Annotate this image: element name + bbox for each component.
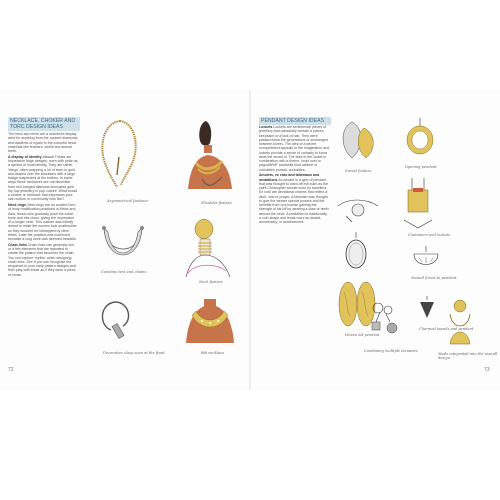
caption-multiple: Combining multiple elements [364,349,418,353]
container-lockets-illustration [396,176,440,232]
integrated-pendant-illustration [440,296,480,348]
caption-shoulder: Shoulder feature [201,201,232,205]
neck-rings-illustration [182,215,238,279]
left-paragraph-1 [8,155,78,202]
right-paragraph-2-label: Amulets, ex voto and talismans and medallions [259,173,320,182]
right-page-number: 73 [484,367,490,373]
right-body-text [259,125,329,226]
right-paragraph-2 [259,173,329,224]
caption-bib: Bib necklace [201,351,225,355]
left-paragraph-2-text: Neck rings are an ancient form of body modification practised in Africa and Asia; these coils gradually push the collar bone and ribs down, giving the impression of a longer neck. This custom was initially meant to make the women look unattractive so they wouldn't be kidnapped by other tribes. Later the practice was continued because a long neck was deemed beautiful. [8,203,78,241]
left-intro: The neck and chest are a wonderful display area for anything from the opulent diamonds and diadems of royals to the colourful bead materials like feathers, shells and animal teeth. [8,132,78,153]
multiple-elements-illustration [364,298,404,344]
caption-cast-forms: Nested forms to pendant [411,276,457,280]
right-paragraph-1-label: Lockets [259,125,273,129]
right-paragraph-1-text: Lockets are sentimental pieces of jewellery that classically contain a picture, keepsake or a lock of hair. They were passed down the generations or exchanged between lovers. The idea of a secret compartment appeals to the imagination and lockets provide a sense of curiosity to know what the secret is. The idea of the locket in combination with a theme, head over to pagodWWF worldwild kind cabinet of curiosities portrait, curiosities. [259,125,329,172]
cast-forms-illustration [408,244,444,274]
right-paragraph-2-text: An amulet is a type of pendant that was thought to ward off evil such as the saint Christopher amulet worn by travellers. Ex voto are devotional charms that reflect a wish, vow or prayer. A talisman was thought to give the wearer special powers and the benefits from of a human gaining the strength of his kill by wearing a claw or teeth around the neck. A medallion is traditionally a coin shape and lends more an award, anniversary, or achievement. [259,177,329,224]
clasp-necklace-illustration [95,296,141,346]
caption-charms: Charmed tassels and pendant [419,327,474,331]
swivel-pendant-illustration [338,118,380,166]
caption-neck: Neck feature [199,280,223,284]
left-paragraph-1-text: Massai Tribals are impressive large designs, worn with pride as a symbol of local identity. They are rather 'things' often wrapping a lot of even in gold and draped over the shoulders with a large badge suspended at the bottom. In some ways these necklaces are not dissimilar from rich-hanged diamond-encrusted gold hip hop jewellery in pop culture. What would a choker or necklace that expresses your own culture or community look like? [8,154,78,202]
oval-locket-illustration [336,230,376,278]
left-paragraph-1-label: A display of identity [8,154,42,159]
caption-containers: Containers and lockets [408,233,450,237]
caption-gesture: Made integrated into the overall design [438,352,498,360]
left-page-number: 72 [8,367,14,373]
caption-asymmetrical: Asymmetrical fastener [107,199,149,203]
left-paragraph-2 [8,203,78,241]
left-paragraph-3-text: Chain links can generally one or a few elements that are repeated to create the pattern that becomes the chain. You can explore 'mythic' when designing chain links. See if you can recognise the sequence in your early pattern designs and then play with these as if they were a piece of music. [8,242,76,277]
book-gutter [249,90,251,390]
caption-swivel: Swivel feature [345,169,372,173]
caption-decorative-clasp: Decorative clasp seen at the front [103,351,165,355]
caption-combine: Combine text and chains [101,270,147,274]
right-paragraph-1 [259,125,329,172]
right-section-title: PENDANT DESIGN IDEAS [259,117,331,125]
left-body-text [8,132,78,278]
spinner-pendant-illustration [334,186,382,226]
shoulder-necklace-illustration [182,117,238,195]
left-paragraph-3 [8,243,78,277]
tassel-pendant-illustration [416,294,438,322]
torc-collar-illustration [98,220,148,272]
chain-necklace-illustration [95,117,145,193]
left-section-title: NECKLACE, CHOKER AND TORC DESIGN IDEAS [8,117,80,131]
left-paragraph-2-label: Neck rings [8,203,27,207]
left-paragraph-3-label: Chain links [8,242,27,247]
caption-wire: Woven Alt pendant [345,333,380,337]
caption-opening: Opening pendant [405,165,437,169]
bib-necklace-illustration [182,295,238,345]
opening-pendant-illustration [400,116,440,164]
